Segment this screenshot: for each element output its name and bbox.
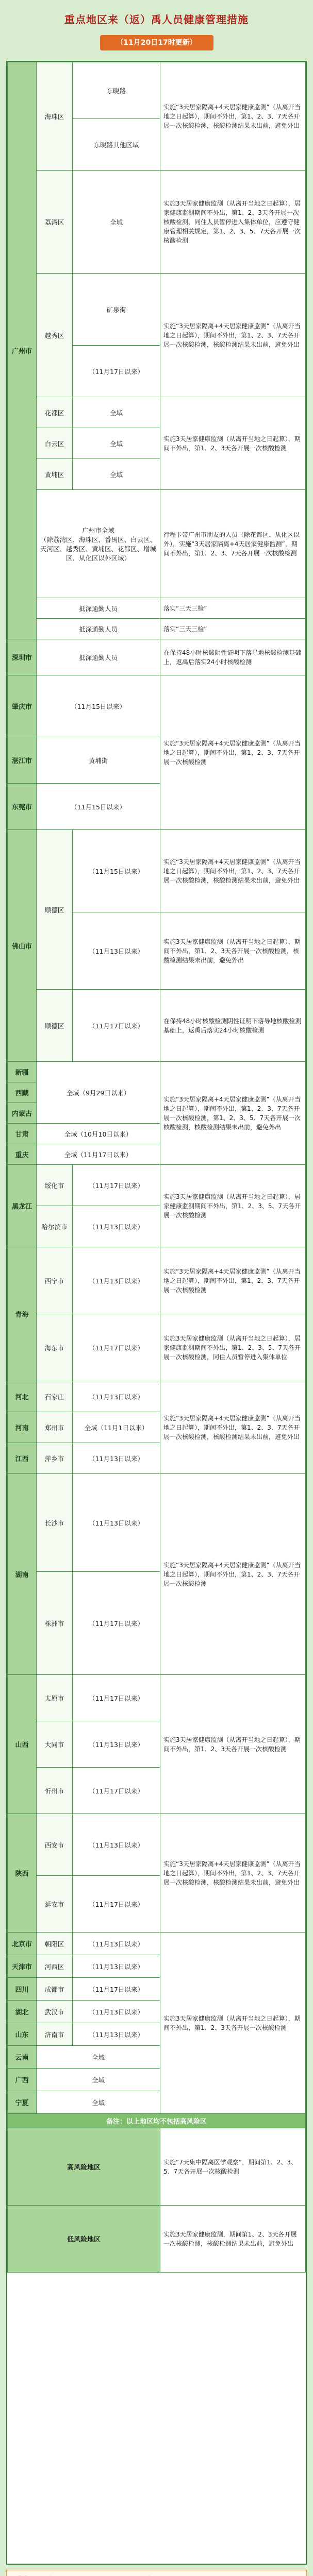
measure-cell: 在保持48小时核酸检测阴性证明下落导地核酸检测基础上，返禹后落实24小时核酸检测 bbox=[160, 990, 306, 1062]
area-cell: （11月13日以来） bbox=[73, 1247, 160, 1314]
area-cell: （11月13日以来） bbox=[73, 1814, 160, 1876]
area-cell: （11月17日以来） bbox=[73, 1978, 160, 2001]
area-cell: （11月13日以来） bbox=[73, 1721, 160, 1768]
city-cell: 绥化市 bbox=[37, 1165, 73, 1206]
district-cell: 海珠区 bbox=[37, 62, 73, 171]
area-cell: 抵深通勤人员 bbox=[37, 619, 160, 639]
area-cell: （11月13日以来） bbox=[73, 1381, 160, 1412]
district-cell: 花都区 bbox=[37, 397, 73, 428]
area-name: 广州市全域 bbox=[82, 526, 114, 534]
area-cell: （11月13日以来） bbox=[73, 2001, 160, 2023]
area-cell: （11月13日以来） bbox=[73, 1474, 160, 1572]
province-cell: 深圳市 bbox=[8, 639, 37, 675]
province-cell: 青海 bbox=[8, 1247, 37, 1381]
city-cell: 哈尔滨市 bbox=[37, 1206, 73, 1247]
district-cell: 顺德区 bbox=[37, 830, 73, 990]
city-cell: 河西区 bbox=[37, 1955, 73, 1978]
city-cell: 济南市 bbox=[37, 2023, 73, 2046]
risk-level-cell: 高风险地区 bbox=[8, 2128, 160, 2206]
province-cell: 四川 bbox=[8, 1978, 37, 2001]
area-note: （除荔湾区、海珠区、番禺区、白云区、天河区、越秀区、黄埔区、花都区、增城区、从化区以外区域） bbox=[40, 535, 156, 562]
measure-cell: 实施“3天居家隔离+4天居家健康监测”（从离开当地之日起算），期间不外出，第1、2、3、7天各开展一次核酸检测 bbox=[160, 675, 306, 830]
measure-cell: 实施“7天集中隔离医学观察”，期间第1、2、3、5、7天各开展一次核酸检测 bbox=[160, 2128, 306, 2206]
area-cell: （11月17日以来） bbox=[73, 1572, 160, 1675]
district-cell: 黄埔区 bbox=[37, 459, 73, 490]
risk-level-cell: 低风险地区 bbox=[8, 2206, 160, 2273]
area-cell: 全域（9月29日以来） bbox=[37, 1062, 160, 1124]
city-cell: 郑州市 bbox=[37, 1412, 73, 1443]
area-cell: （11月17日以来） bbox=[73, 346, 160, 397]
city-cell: 海东市 bbox=[37, 1314, 73, 1381]
district-cell: 顺德区 bbox=[37, 990, 73, 1062]
province-cell: 宁夏 bbox=[8, 2091, 37, 2114]
page-title: 重点地区来（返）禹人员健康管理措施 bbox=[64, 13, 249, 26]
area-cell: 全域（11月17日以来） bbox=[37, 1144, 160, 1165]
province-cell: 新疆 bbox=[8, 1062, 37, 1082]
area-cell: （11月13日以来） bbox=[73, 1933, 160, 1955]
city-cell: 西安市 bbox=[37, 1814, 73, 1876]
province-cell: 佛山市 bbox=[8, 830, 37, 1062]
footer-tip bbox=[6, 2570, 307, 2576]
measure-cell: 行程卡带广州市朋友的人员（除花都区、从化区以外），实施“3天居家隔离+4天居家健康监测”，期间不外出，第1、2、3、7天各开展一次核酸检测 bbox=[160, 490, 306, 598]
area-cell: （11月13日以来） bbox=[73, 1443, 160, 1474]
measure-cell: 实施“3天居家隔离+4天居家健康监测”（从离开当地之日起算），期间不外出，第1、2、3、7天各开展一次核酸检测，核酸检测结果未出前，避免外出 bbox=[160, 62, 306, 171]
area-cell: 矿泉街 bbox=[73, 274, 160, 346]
city-cell: 大同市 bbox=[37, 1721, 73, 1768]
province-cell: 肇庆市 bbox=[8, 675, 37, 737]
province-cell: 云南 bbox=[8, 2046, 37, 2069]
measure-cell: 实施“3天居家隔离+4天居家健康监测”（从离开当地之日起算），期间不外出，第1、2、3、7天各开展一次核酸检测，核酸检测结果未出前，避免外出 bbox=[160, 274, 306, 397]
area-cell: （11月13日以来） bbox=[73, 2023, 160, 2046]
area-cell: （11月15日以来） bbox=[37, 784, 160, 830]
province-cell: 河北 bbox=[8, 1381, 37, 1412]
area-cell: （11月17日以来） bbox=[73, 1314, 160, 1381]
area-cell: （11月17日以来） bbox=[73, 1165, 160, 1206]
measure-cell: 在保持48小时核酸阴性证明下落导地核酸检测基础上，返禹后落实24小时核酸检测 bbox=[160, 639, 306, 675]
measure-cell: 实施3天居家健康监测（从离开当地之日起算），期间不外出，第1、2、3天各开展一次核酸检测，核酸检测结果未出前，避免外出 bbox=[160, 912, 306, 990]
measure-cell: 实施3天居家健康监测（从离开当地之日起算），居家健康监测期间不外出，第1、2、3、5、7天各开展一次核酸检测，同住人员暂停进入集体单位 bbox=[160, 1314, 306, 1381]
city-cell: 忻州市 bbox=[37, 1768, 73, 1814]
province-cell: 东莞市 bbox=[8, 784, 37, 830]
province-cell: 甘肃 bbox=[8, 1124, 37, 1144]
province-cell: 山东 bbox=[8, 2023, 37, 2046]
province-cell: 湛江市 bbox=[8, 737, 37, 784]
area-cell: 全域 bbox=[37, 2046, 160, 2069]
city-cell: 株洲市 bbox=[37, 1572, 73, 1675]
area-cell: 全域 bbox=[73, 459, 160, 490]
province-cell: 江西 bbox=[8, 1443, 37, 1474]
measure-cell: 实施“3天居家隔离+4天居家健康监测”（从离开当地之日起算），期间不外出，第1、2、3、7天各开展一次核酸检测，核酸检测结果未出前，避免外出 bbox=[160, 1814, 306, 1933]
province-cell: 湖南 bbox=[8, 1474, 37, 1675]
area-cell: （11月17日以来） bbox=[73, 1768, 160, 1814]
area-cell: （11月13日以来） bbox=[73, 912, 160, 990]
province-cell: 北京市 bbox=[8, 1933, 37, 1955]
province-cell: 广州市 bbox=[8, 62, 37, 639]
area-cell: （11月17日以来） bbox=[73, 990, 160, 1062]
area-cell: 全域（11月1日以来） bbox=[73, 1412, 160, 1443]
measure-cell: 实施“3天居家隔离+4天居家健康监测”（从离开当地之日起算），期间不外出，第1、2、3、7天各开展一次核酸检测，第1、2、3、5、7天各开展一次核酸检测，核酸检测结果未出前，避免外出 bbox=[160, 1062, 306, 1165]
area-cell: 全域 bbox=[37, 2091, 160, 2114]
measure-cell: 实施“3天居家隔离+4天居家健康监测”（从离开当地之日起算），期间不外出，第1、2、3、7天各开展一次核酸检测 bbox=[160, 1247, 306, 1314]
city-cell: 石家庄 bbox=[37, 1381, 73, 1412]
area-cell: （11月17日以来） bbox=[73, 1876, 160, 1933]
city-cell: 朝阳区 bbox=[37, 1933, 73, 1955]
area-cell: 东晓路其他区域 bbox=[73, 119, 160, 171]
city-cell: 萍乡市 bbox=[37, 1443, 73, 1474]
measure-cell: 实施“3天居家隔离+4天居家健康监测”（从离开当地之日起算），期间不外出，第1、2、3、7天各开展一次核酸检测 bbox=[160, 1474, 306, 1675]
measure-cell: 实施3天居家健康监测（从离开当地之日起算），居家健康监测期间不外出，第1、2、3天各开展一次核酸检测，同住人员暂停进入集体单位，应遵守健康管理相关规定，第1、2、3、5、7天各开展一次核酸检测 bbox=[160, 171, 306, 274]
city-cell: 长沙市 bbox=[37, 1474, 73, 1572]
area-cell: 东晓路 bbox=[73, 62, 160, 119]
city-cell: 成都市 bbox=[37, 1978, 73, 2001]
measure-cell: 实施3天居家健康监测（从离开当地之日起算），期间不外出，第1、2、3天各开展一次核酸检测 bbox=[160, 397, 306, 490]
city-cell: 武汉市 bbox=[37, 2001, 73, 2023]
measure-cell: 落实“三天三检” bbox=[160, 598, 306, 619]
area-cell: （11月13日以来） bbox=[73, 1206, 160, 1247]
province-cell: 黑龙江 bbox=[8, 1165, 37, 1247]
area-cell: （11月15日以来） bbox=[37, 675, 160, 737]
area-cell: 全域 bbox=[73, 397, 160, 428]
city-cell: 太原市 bbox=[37, 1675, 73, 1721]
update-time-badge: （11月20日17时更新） bbox=[100, 35, 213, 50]
province-cell: 广西 bbox=[8, 2069, 37, 2091]
area-cell: （11月17日以来） bbox=[73, 1675, 160, 1721]
page-header bbox=[0, 0, 313, 61]
area-cell: （11月15日以来） bbox=[73, 830, 160, 912]
area-cell: 全域 bbox=[73, 428, 160, 459]
area-cell: 黄埔街 bbox=[37, 737, 160, 784]
province-cell: 陕西 bbox=[8, 1814, 37, 1933]
measure-cell: 实施“3天居家隔离+4天居家健康监测”（从离开当地之日起算），期间不外出，第1、2、3、7天各开展一次核酸检测，核酸检测结果未出前，避免外出 bbox=[160, 830, 306, 912]
province-cell: 河南 bbox=[8, 1412, 37, 1443]
area-cell: 全域（10月10日以来） bbox=[37, 1124, 160, 1144]
province-cell: 天津市 bbox=[8, 1955, 37, 1978]
district-cell: 越秀区 bbox=[37, 274, 73, 397]
area-cell bbox=[37, 490, 160, 598]
area-cell: 全域 bbox=[37, 2069, 160, 2091]
area-cell: 抵深通勤人员 bbox=[37, 639, 160, 675]
province-cell: 西藏 bbox=[8, 1082, 37, 1103]
measure-cell: 落实“三天三检” bbox=[160, 619, 306, 639]
province-cell: 重庆 bbox=[8, 1144, 37, 1165]
city-cell: 西宁市 bbox=[37, 1247, 73, 1314]
area-cell: 抵深通勤人员 bbox=[37, 598, 160, 619]
province-cell: 山西 bbox=[8, 1675, 37, 1814]
city-cell: 延安市 bbox=[37, 1876, 73, 1933]
measure-cell: 实施3天居家健康监测（从离开当地之日起算），期间不外出，第1、2、3天各开展一次核酸检测 bbox=[160, 1675, 306, 1814]
measure-cell: 实施3天居家健康监测（从离开当地之日起算），居家健康监测期间不外出，第1、2、3、5、7天各开展一次核酸检测 bbox=[160, 1165, 306, 1247]
area-cell: （11月13日以来） bbox=[73, 1955, 160, 1978]
province-cell: 内蒙古 bbox=[8, 1103, 37, 1124]
table-note: 备注：以上地区均不包括高风险区 bbox=[8, 2114, 306, 2128]
measure-cell: 实施3天居家健康监测，期间第1、2、3天各开展一次核酸检测，核酸检测结果未出前，避免外出 bbox=[160, 2206, 306, 2273]
province-cell: 湖北 bbox=[8, 2001, 37, 2023]
policy-table bbox=[6, 61, 307, 2565]
measure-cell: 实施3天居家健康监测（从离开当地之日起算），期间不外出，第1、2、3天各开展一次核酸检测 bbox=[160, 1933, 306, 2114]
measure-cell: 实施“3天居家隔离+4天居家健康监测”（从离开当地之日起算），期间不外出，第1、2、3、7天各开展一次核酸检测，核酸检测结果未出前，避免外出 bbox=[160, 1381, 306, 1474]
district-cell: 白云区 bbox=[37, 428, 73, 459]
area-cell: 全域 bbox=[73, 171, 160, 274]
district-cell: 荔湾区 bbox=[37, 171, 73, 274]
